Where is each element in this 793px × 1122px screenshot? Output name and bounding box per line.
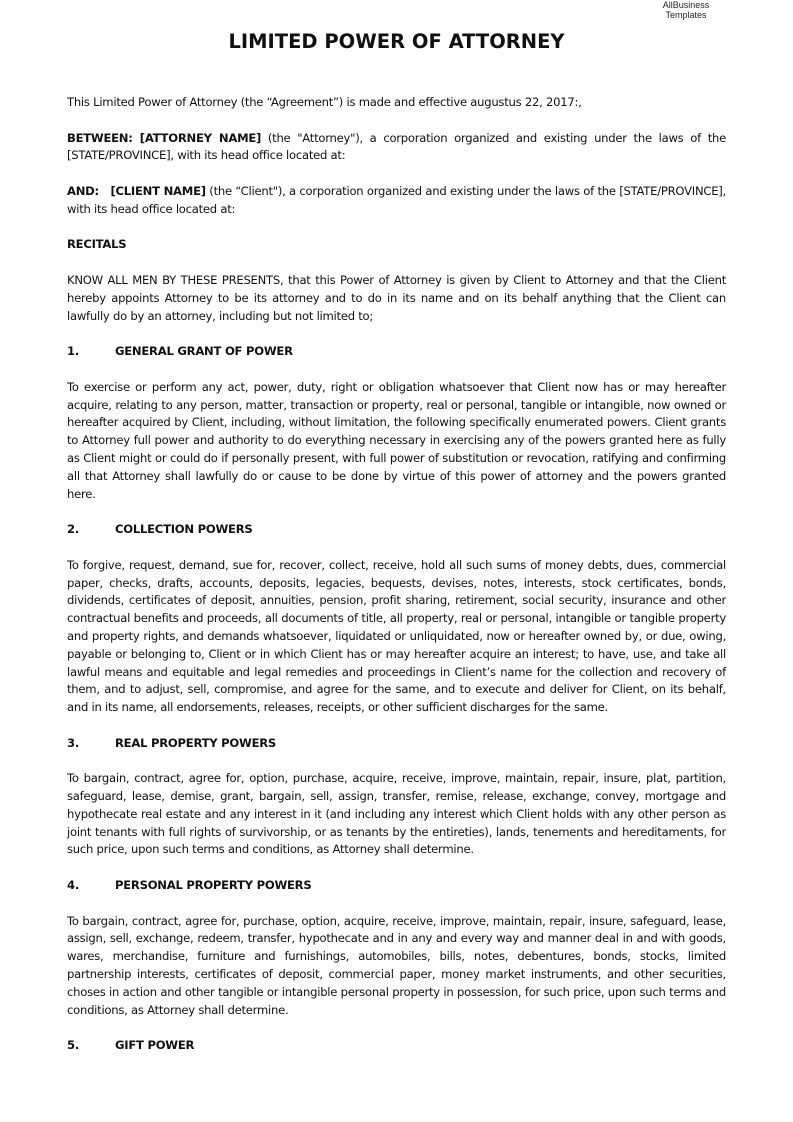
- brand-logo: [648, 0, 724, 20]
- section-heading: [67, 343, 726, 361]
- section-heading: [67, 521, 726, 539]
- and-text: (the “Client"), a corporation organized and existing under the laws of the [STATE/PROVINCE], with its head office located at:: [67, 183, 726, 216]
- section-paragraph: To forgive, request, demand, sue for, recover, collect, receive, hold all such sums of money debts, dues, commercial paper, checks, drafts, accounts, deposits, legacies, bequests, devises, notes, interests, stock certificates, bonds, dividends, certificates of deposit, annuities, pension, profit sharing, retirement, social security, insurance and other contractual benefits and proceeds, all documents of title, all property, real or personal, intangible or tangible property and property rights, and demands whatsoever, liquidated or unliquidated, now or hereafter owned by, or due, owing, payable or belonging to, Client or in which Client has or may hereafter acquire an interest; to have, use, and take all lawful means and equitable and legal remedies and proceedings in Client’s name for the collection and recovery of them, and to adjust, sell, compromise, and agree for the same, and to execute and deliver for Client, on its behalf, and in its name, all endorsements, releases, receipts, or other sufficient discharges for the same.: [67, 557, 726, 715]
- section-title: COLLECTION POWERS: [115, 522, 253, 537]
- between-label: BETWEEN: [ATTORNEY NAME]: [67, 130, 262, 145]
- section-title: GIFT POWER: [115, 1038, 195, 1053]
- section-number: 4.: [67, 878, 79, 893]
- brand-line-1: AllBusiness: [662, 0, 710, 10]
- brand-line-2: Templates: [665, 10, 707, 20]
- section-paragraph: To exercise or perform any act, power, duty, right or obligation whatsoever that Client now has or may hereafter acquire, relating to any person, matter, transaction or property, real or personal, tangible or intangible, now owned or hereafter acquired by Client, including, without limitation, the following specifically enumerated powers. Client grants to Attorney full power and authority to do everything necessary in exercising any of the powers granted here as fully as Client might or could do if personally present, with full power of substitution or revocation, ratifying and confirming all that Attorney shall lawfully do or cause to be done by virtue of this power of attorney and the powers granted here.: [67, 379, 726, 501]
- section-heading: [67, 1037, 726, 1055]
- section-title: REAL PROPERTY POWERS: [115, 735, 277, 750]
- intro-paragraph: This Limited Power of Attorney (the “Agreement”) is made and effective augustus 22, 2017:,: [67, 95, 582, 109]
- document-title: LIMITED POWER OF ATTORNEY: [228, 30, 565, 53]
- section-paragraph: To bargain, contract, agree for, purchase, option, acquire, receive, improve, maintain, repair, insure, safeguard, lease, assign, sell, exchange, redeem, transfer, hypothecate and in any and every way and manner deal in and with goods, wares, merchandise, furniture and furnishings, automobiles, bills, notes, debentures, bonds, stocks, limited partnership interests, certificates of deposit, commercial paper, money market instruments, and other securities, choses in action and other tangible or intangible personal property in possession, for such price, upon such terms and conditions, as Attorney shall determine.: [67, 913, 726, 1017]
- section-number: 5.: [67, 1038, 79, 1053]
- and-paragraph: [67, 183, 726, 219]
- recitals-paragraph: KNOW ALL MEN BY THESE PRESENTS, that this Power of Attorney is given by Client to Attorney and that the Client hereby appoints Attorney to be its attorney and to do in its name and on its behalf anything that the Client can lawfully do by an attorney, including but not limited to;: [67, 272, 726, 323]
- section-heading: [67, 877, 726, 895]
- between-text: (the "Attorney"), a corporation organized and existing under the laws of the [STATE/PROVINCE], with its head office located at:: [67, 130, 726, 163]
- section-number: 1.: [67, 344, 79, 359]
- recitals-heading: [67, 236, 726, 254]
- section-paragraph: To bargain, contract, agree for, option, purchase, acquire, receive, improve, maintain, repair, insure, plat, partition, safeguard, lease, demise, grant, bargain, sell, assign, transfer, remise, release, exchange, convey, mortgage and hypothecate real estate and any interest in it (and including any interest which Client holds with any other person as joint tenants with full rights of survivorship, or as tenants by the entireties), lands, tenements and hereditaments, for such price, upon such terms and conditions, as Attorney shall determine.: [67, 771, 726, 857]
- section-number: 3.: [67, 735, 79, 750]
- section-number: 2.: [67, 522, 79, 537]
- section-title: GENERAL GRANT OF POWER: [115, 344, 293, 359]
- section-title: PERSONAL PROPERTY POWERS: [115, 878, 312, 893]
- section-heading: [67, 735, 726, 753]
- document-body: [67, 94, 726, 1073]
- recitals-heading-text: RECITALS: [67, 237, 127, 252]
- between-paragraph: [67, 130, 726, 166]
- and-label: AND: [CLIENT NAME]: [67, 183, 206, 198]
